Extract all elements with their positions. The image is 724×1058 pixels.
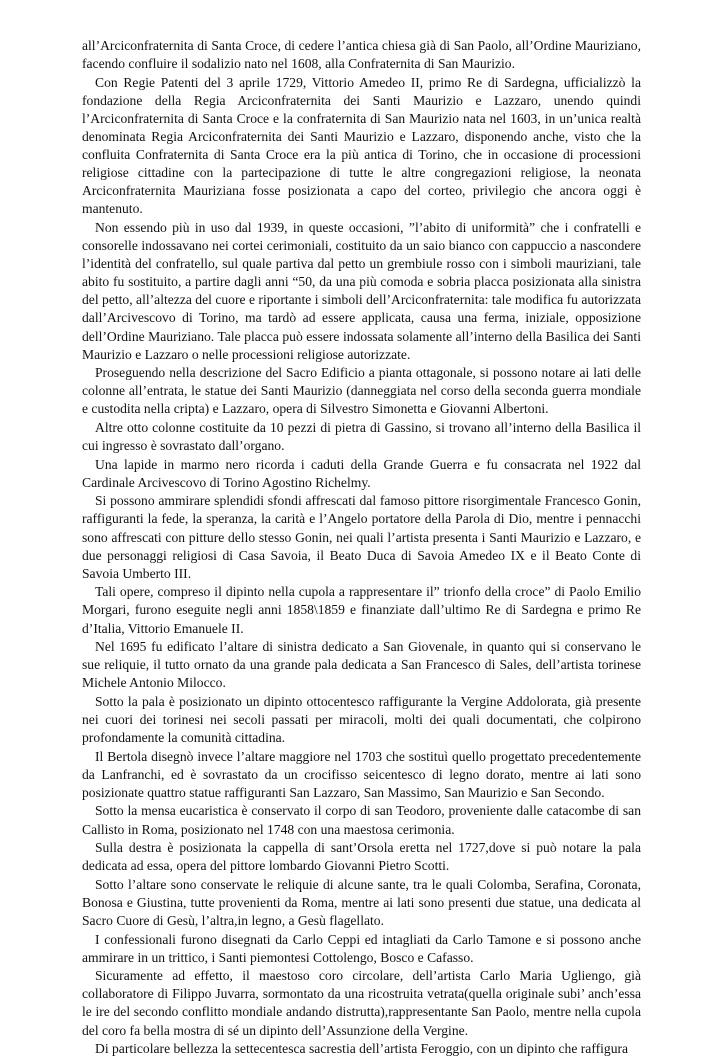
paragraph-statue-colonne: Proseguendo nella descrizione del Sacro Edificio a pianta ottagonale, si possono notare ai lati delle colonne all’entrata, le statue dei Santi Maurizio (danneggiata nel corso della seconda guerra mondiale e custodita nella cripta) e Lazzaro, opera di Silvestro Simonetta e Giovanni Albertoni. bbox=[82, 365, 641, 417]
paragraph-cappella-orsola: Sulla destra è posizionata la cappella di sant’Orsola eretta nel 1727,dove si può notare la pala dedicata ad essa, opera del pittore lombardo Giovanni Pietro Scotti. bbox=[82, 840, 641, 874]
paragraph-continued: all’Arciconfraternita di Santa Croce, di cedere l’antica chiesa già di San Paolo, all’Ordine Mauriziano, facendo confluire il sodalizio nato nel 1608, alla Confraternita di San Maurizio. bbox=[82, 38, 641, 72]
paragraph-regie-patenti: Con Regie Patenti del 3 aprile 1729, Vittorio Amedeo II, primo Re di Sardegna, ufficializzò la fondazione della Regia Arciconfraternita dei Santi Maurizio e Lazzaro, unendo quindi l’Arciconfraternita di Santa Croce e la confraternita di San Maurizio nata nel 1603, in un’unica realtà denominata Regia Arciconfraternita dei Santi Maurizio e Lazzaro, disponendo anche, visto che la confluita Confraternita di Santa Croce era la più antica di Torino, che in occasione di processioni religiose cittadine con la partecipazione di tutte le altre congregazioni religiose, la neonata Arciconfraternita Mauriziana fosse posizionata a capo del corteo, privilegio che ancora oggi è mantenuto. bbox=[82, 74, 641, 217]
paragraph-mensa-eucaristica: Sotto la mensa eucaristica è conservato il corpo di san Teodoro, proveniente dalle catacombe di san Callisto in Roma, posizionato nel 1748 con una maestosa cerimonia. bbox=[82, 803, 641, 837]
paragraph-sacrestia: Di particolare bellezza la settecentesca sacrestia dell’artista Feroggio, con un dipinto che raffigura bbox=[95, 1041, 629, 1057]
paragraph-confessionali: I confessionali furono disegnati da Carlo Ceppi ed intagliati da Carlo Tamone e si possono anche ammirare in un trittico, i Santi piemontesi Cottolengo, Bosco e Cafasso. bbox=[82, 931, 641, 965]
paragraph-colonne-gassino: Altre otto colonne costituite da 10 pezzi di pietra di Gassino, si trovano all’interno della Basilica il cui ingresso è sovrastato dall’organo. bbox=[82, 419, 641, 454]
paragraph-dipinto-cupola: Tali opere, compreso il dipinto nella cupola a rappresentare il” trionfo della croce” di Paolo Emilio Morgari, furono eseguite negli anni 1858\1859 e finanziate dall’ultimo Re di Sardegna e primo Re d’Italia, Vittorio Emanuele II. bbox=[82, 584, 641, 636]
paragraph-coro-circolare: Sicuramente ad effetto, il maestoso coro circolare, dell’artista Carlo Maria Ugliengo, già collaboratore di Filippo Juvarra, sormontato da una ricostruita vetrata(quella originale subi’ anch’essa le ire del secondo conflitto mondiale andando distrutta),rappresentante San Paolo, mentre nella cupola del coro fa bella mostra di sé un dipinto dell’Assunzione della Vergine. bbox=[82, 968, 641, 1038]
paragraph-altare-sinistra: Nel 1695 fu edificato l’altare di sinistra dedicato a San Giovenale, in quanto qui si conservano le sue reliquie, il tutto ornato da una grande pala dedicata a San Francesco di Sales, dell’artista torinese Michele Antonio Milocco. bbox=[82, 639, 641, 691]
paragraph-reliquie-sante: Sotto l’altare sono conservate le reliquie di alcune sante, tra le quali Colomba, Serafina, Coronata, Bonosa e Giustina, tutte provenienti da Roma, mentre ai lati sono presenti due statue, una dedicata al Sacro Cuore di Gesù, l’altra,in legno, a Gesù flagellato. bbox=[82, 876, 641, 928]
paragraph-affreschi-gonin: Si possono ammirare splendidi sfondi affrescati dal famoso pittore risorgimentale Francesco Gonin, raffiguranti la fede, la speranza, la carità e l’Angelo portatore della Parola di Dio, mentre i pennacchi sono affrescati con pitture dello stesso Gonin, nei quali l’artista presenta i Santi Maurizio e Lazzaro, e due personaggi religiosi di Casa Savoia, il Beato Duca di Savoia Amedeo IX e il Beato Conte di Savoia Umberto III. bbox=[82, 493, 641, 581]
paragraph-lapide: Una lapide in marmo nero ricorda i caduti della Grande Guerra e fu consacrata nel 1922 dal Cardinale Arcivescovo di Torino Agostino Richelmy. bbox=[82, 456, 641, 490]
paragraph-vergine-addolorata: Sotto la pala è posizionato un dipinto ottocentesco raffigurante la Vergine Addolorata, già presente nei cuori dei torinesi nei secoli passati per miracoli, molti dei quali documentati, che colpirono profondamente la comunità cittadina. bbox=[82, 693, 641, 746]
paragraph-altare-maggiore: Il Bertola disegnò invece l’altare maggiore nel 1703 che sostituì quello progettato precedentemente da Lanfranchi, ed è sovrastato da un crocifisso seicentesco di legno dorato, mentre ai lati sono posizionate quattro statue raffiguranti San Lazzaro, San Massimo, San Maurizio e San Secondo. bbox=[82, 748, 641, 800]
paragraph-abito-uniformita: Non essendo più in uso dal 1939, in queste occasioni, ”l’abito di uniformità” che i confratelli e consorelle indossavano nei cortei cerimoniali, costituito da un saio bianco con cappuccio a nascondere l’identità del confratello, sul quale partiva dal petto un grembiule rosso con i simboli mauriziani, tale abito fu sostituito, a partire dagli anni “50, da una più comoda e sobria placca posizionata alla sinistra del petto, all’altezza del cuore e riportante i simboli dell’Arciconfraternita: tale modifica fu autorizzata dall’Arcivescovo di Torino, ma tardò ad essere applicata, causa una ferma, iniziale, opposizione dell’Ordine Mauriziano. Tale placca può essere indossata solamente all’interno della Basilica dei Santi Maurizio e Lazzaro o nelle processioni religiose autorizzate. bbox=[82, 219, 641, 362]
